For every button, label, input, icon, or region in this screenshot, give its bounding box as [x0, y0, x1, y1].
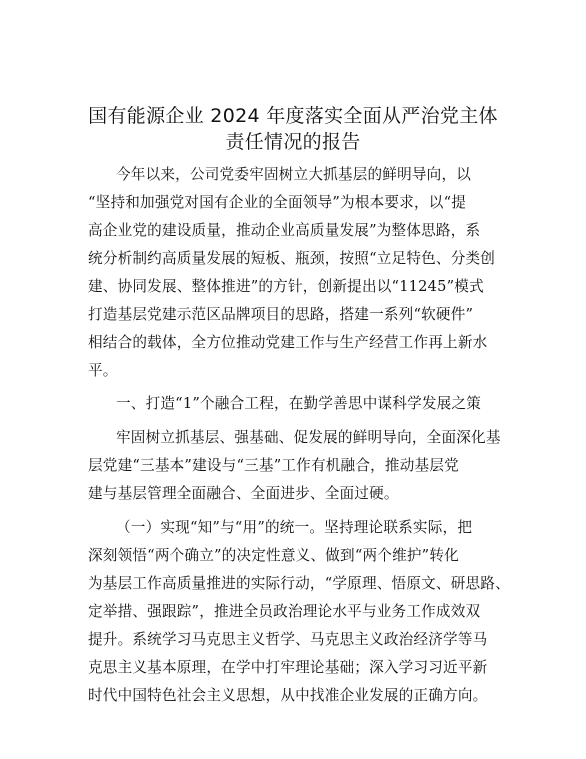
paragraph-1-line-3: 高企业党的建设质量，推动企业高质量发展”为整体思路，系 — [88, 222, 481, 239]
paragraph-2-line-1: 牢固树立抓基层、强基础、促发展的鲜明导向，全面深化基 — [116, 429, 501, 446]
paragraph-1-line-7: 相结合的载体，全方位推动党建工作与生产经营工作再上新水 — [88, 334, 488, 351]
paragraph-3-line-4: 定举措、强跟踪”，推进全员政治理论水平与业务工作成效双 — [88, 603, 481, 620]
paragraph-1-line-8: 平。 — [88, 362, 118, 379]
paragraph-3-line-5: 提升。系统学习马克思主义哲学、马克思主义政治经济学等马 — [88, 631, 488, 648]
paragraph-1-line-5: 建、协同发展、整体推进”的方针，创新提出以“11245”模式 — [88, 278, 484, 295]
paragraph-1-line-6: 打造基层党建示范区品牌项目的思路，搭建一系列“软硬件” — [88, 306, 474, 323]
paragraph-3-line-7: 时代中国特色社会主义思想，从中找准企业发展的正确方向。 — [88, 687, 488, 704]
paragraph-2-line-2: 层党建“三基本”建设与“三基”工作有机融合，推动基层党 — [88, 457, 459, 474]
paragraph-2-line-3: 建与基层管理全面融合、全面进步、全面过硬。 — [88, 485, 399, 502]
paragraph-1-line-4: 统分析制约高质量发展的短板、瓶颈，按照“立足特色、分类创 — [88, 250, 496, 267]
paragraph-3-line-6: 克思主义基本原理，在学中打牢理论基础；深入学习习近平新 — [88, 659, 488, 676]
paragraph-1-line-1: 今年以来，公司党委牢固树立大抓基层的鲜明导向，以 — [116, 166, 472, 183]
section-heading-1: 一、打造“1”个融合工程，在勤学善思中谋科学发展之策 — [116, 395, 482, 412]
document-title-line-1: 国有能源企业 2024 年度落实全面从严治党主体 — [88, 105, 498, 127]
paragraph-3-line-2: 深刻领悟“两个确立”的决定性意义、做到“两个维护”转化 — [88, 547, 459, 564]
paragraph-3-line-1: （一）实现“知”与“用”的统一。坚持理论联系实际，把 — [116, 519, 473, 536]
document-title-line-2: 责任情况的报告 — [225, 131, 361, 153]
paragraph-3-line-3: 为基层工作高质量推进的实际行动，“学原理、悟原文、研思路、 — [88, 575, 510, 592]
paragraph-1-line-2: “坚持和加强党对国有企业的全面领导”为根本要求，以“提 — [88, 194, 467, 211]
